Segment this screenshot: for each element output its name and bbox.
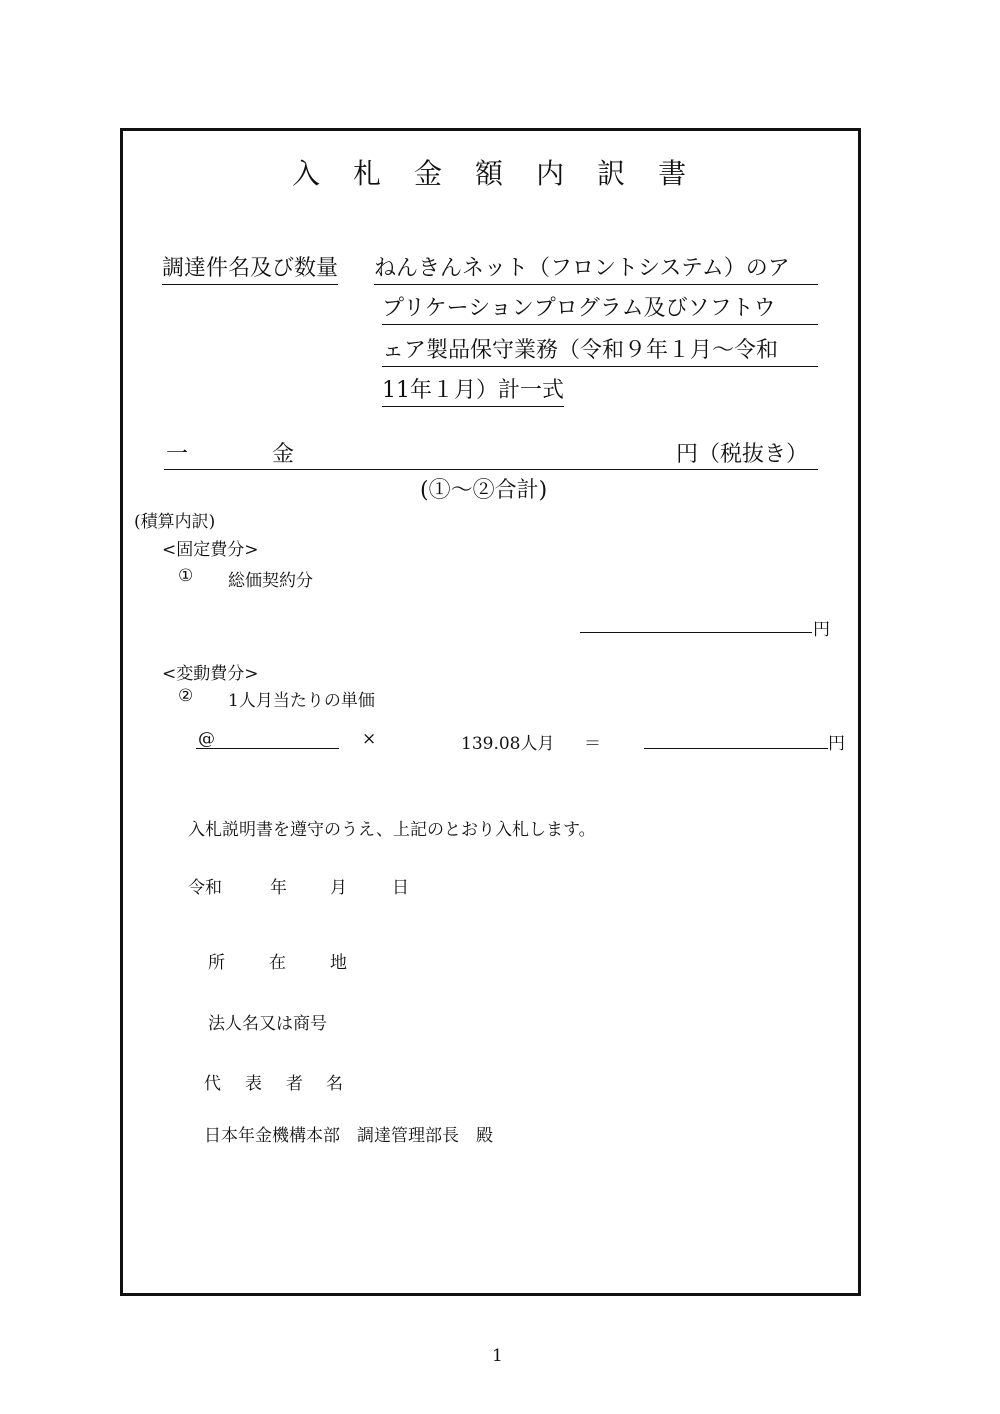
variable-item-no: ② [178,686,194,706]
company-label: 法人名又は商号 [208,1014,327,1034]
quantity: 139.08人月 [461,734,555,754]
fixed-heading: <固定費分> [162,540,259,560]
procurement-label: 調達件名及び数量 [162,254,338,285]
bid-statement: 入札説明書を遵守のうえ、上記のとおり入札します。 [188,820,596,840]
title-char: 札 [353,157,383,190]
variable-item-label: 1人月当たりの単価 [228,691,375,711]
fixed-item-no: ① [178,566,194,586]
rep-label-4: 名 [326,1074,343,1094]
unit-price-line [196,748,339,749]
amount-ichi: 一 [166,442,189,467]
title-char: 訳 [597,157,627,190]
times-sign: × [362,729,377,749]
rep-label-1: 代 [204,1074,221,1094]
breakdown-heading: (積算内訳) [134,512,216,532]
amount-yen-label: 円（税抜き） [676,442,809,467]
address-label-2: 在 [269,953,286,973]
amount-underline [164,469,818,470]
variable-heading: <変動費分> [162,664,259,684]
fixed-item-label: 総価契約分 [228,571,313,591]
date-era: 令和 [188,878,222,898]
page-title [292,152,687,192]
rep-label-3: 者 [286,1074,303,1094]
addressee: 日本年金機構本部 調達管理部長 殿 [204,1126,493,1146]
procurement-line-3: ェア製品保守業務（令和９年１月～令和 [382,336,818,367]
fixed-yen: 円 [813,620,830,640]
fixed-amount-line [580,632,812,633]
title-char: 金 [414,157,444,190]
amount-note: (①～②合計) [420,478,548,503]
date-month: 月 [330,878,347,898]
amount-kin: 金 [272,442,295,467]
title-char: 額 [475,157,505,190]
procurement-line-1: ねんきんネット（フロントシステム）のア [374,254,818,285]
procurement-line-4: 11年１月）計一式 [382,376,564,407]
date-year: 年 [270,878,287,898]
title-char: 書 [658,157,688,190]
variable-amount-line [644,748,828,749]
rep-label-2: 表 [245,1074,262,1094]
unit-price-at: @ [198,729,215,749]
procurement-line-2: プリケーションプログラム及びソフトウ [382,294,818,325]
title-char: 入 [292,157,322,190]
date-day: 日 [392,878,409,898]
page-number: 1 [492,1346,503,1366]
title-char: 内 [536,157,566,190]
address-label-1: 所 [208,953,225,973]
address-label-3: 地 [330,953,347,973]
variable-yen: 円 [828,734,845,754]
equals-sign: ＝ [584,734,601,754]
